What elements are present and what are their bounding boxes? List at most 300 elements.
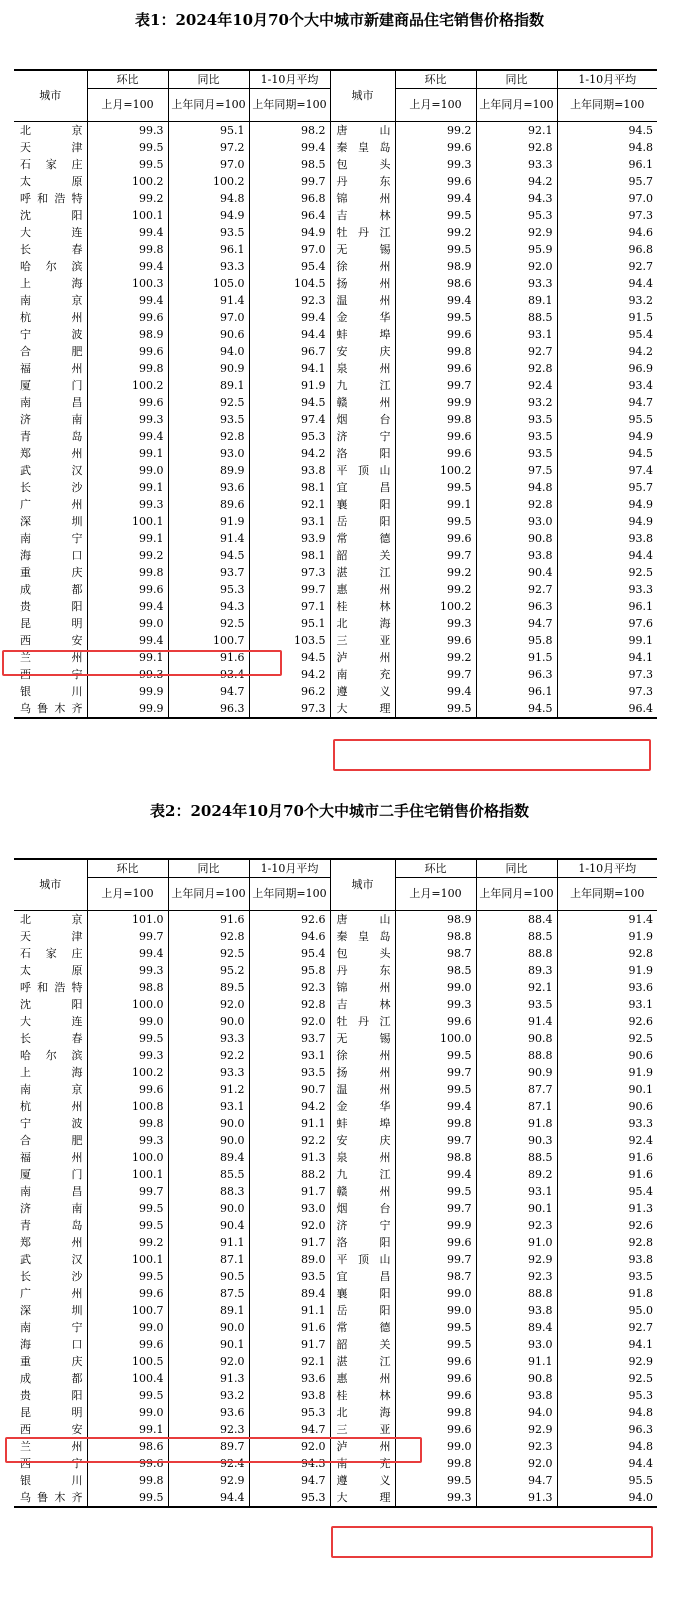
mom-value: 99.5 <box>87 1217 168 1234</box>
yoy-value: 88.5 <box>476 1149 557 1166</box>
mom-value: 100.1 <box>87 513 168 530</box>
city-name: 兰州 <box>14 1438 87 1455</box>
yoy-value: 92.9 <box>168 1472 249 1489</box>
city-name: 泸州 <box>330 1438 395 1455</box>
mom-value: 98.8 <box>395 1149 476 1166</box>
yoy-value: 89.1 <box>476 292 557 309</box>
yoy-value: 90.1 <box>476 1200 557 1217</box>
highlight-box-dali-table1 <box>333 739 651 771</box>
mom-value: 99.3 <box>87 666 168 683</box>
yoy-value: 94.2 <box>476 173 557 190</box>
city-name: 上海 <box>14 1064 87 1081</box>
mom-value: 99.5 <box>395 1047 476 1064</box>
yoy-value: 92.0 <box>168 1353 249 1370</box>
table-row <box>14 326 657 343</box>
ytd-value: 92.9 <box>628 1354 653 1368</box>
city-name: 广州 <box>14 1285 87 1302</box>
ytd-value: 91.1 <box>249 1302 330 1319</box>
yoy-value: 94.3 <box>476 190 557 207</box>
mom-value: 99.4 <box>395 292 476 309</box>
mom-value: 99.3 <box>87 962 168 979</box>
ytd-value: 97.6 <box>628 616 653 630</box>
yoy-value: 92.3 <box>476 1217 557 1234</box>
yoy-value: 91.3 <box>168 1370 249 1387</box>
city-name: 济南 <box>14 411 87 428</box>
yoy-value: 94.9 <box>168 207 249 224</box>
table-row <box>14 1098 657 1115</box>
ytd-value: 95.4 <box>628 327 653 341</box>
mom-value: 99.3 <box>395 996 476 1013</box>
mom-value: 99.8 <box>87 564 168 581</box>
yoy-value: 94.7 <box>168 683 249 700</box>
yoy-value: 92.8 <box>476 139 557 156</box>
ytd-value: 93.1 <box>249 513 330 530</box>
city-name: 石家庄 <box>14 945 87 962</box>
city-name: 北京 <box>14 122 87 140</box>
ytd-value: 94.2 <box>249 445 330 462</box>
ytd-value: 92.0 <box>249 1013 330 1030</box>
ytd-value: 93.1 <box>628 997 653 1011</box>
ytd-value: 94.2 <box>249 666 330 683</box>
city-name: 贵阳 <box>14 1387 87 1404</box>
yoy-value: 90.4 <box>476 564 557 581</box>
city-name: 杭州 <box>14 309 87 326</box>
mom-value: 100.4 <box>87 1370 168 1387</box>
mom-value: 99.5 <box>395 1081 476 1098</box>
mom-value: 99.7 <box>87 928 168 945</box>
table-row <box>14 962 657 979</box>
yoy-value: 93.0 <box>476 513 557 530</box>
ytd-value: 91.9 <box>628 929 653 943</box>
yoy-value: 92.8 <box>168 928 249 945</box>
mom-value: 99.4 <box>395 683 476 700</box>
yoy-value: 90.8 <box>476 1370 557 1387</box>
mom-value: 99.8 <box>87 360 168 377</box>
table-row <box>14 1081 657 1098</box>
yoy-value: 93.5 <box>476 428 557 445</box>
city-name: 三亚 <box>330 632 395 649</box>
yoy-value: 92.3 <box>168 1421 249 1438</box>
mom-value: 99.8 <box>87 241 168 258</box>
table-row <box>14 1370 657 1387</box>
yoy-value: 93.8 <box>476 1302 557 1319</box>
city-name: 深圳 <box>14 513 87 530</box>
mom-value: 99.6 <box>87 309 168 326</box>
city-name: 洛阳 <box>330 445 395 462</box>
city-name: 深圳 <box>14 1302 87 1319</box>
city-name: 济宁 <box>330 1217 395 1234</box>
city-name: 南昌 <box>14 1183 87 1200</box>
table-row <box>14 928 657 945</box>
mom-value: 99.6 <box>395 1370 476 1387</box>
city-name: 包头 <box>330 156 395 173</box>
mom-subheader: 上月=100 <box>87 89 168 122</box>
yoy-value: 92.9 <box>476 1421 557 1438</box>
mom-value: 99.6 <box>87 394 168 411</box>
yoy-value: 90.0 <box>168 1013 249 1030</box>
ytd-value: 92.2 <box>249 1132 330 1149</box>
city-name: 合肥 <box>14 343 87 360</box>
yoy-value: 100.7 <box>168 632 249 649</box>
city-name: 大连 <box>14 224 87 241</box>
mom-value: 99.2 <box>395 581 476 598</box>
ytd-header: 1-10月平均 <box>557 70 657 89</box>
mom-value: 99.6 <box>87 1081 168 1098</box>
table-row <box>14 394 657 411</box>
city-name: 呼和浩特 <box>14 190 87 207</box>
mom-value: 99.8 <box>395 1404 476 1421</box>
table-row <box>14 1285 657 1302</box>
ytd-value: 91.7 <box>249 1234 330 1251</box>
table-row <box>14 360 657 377</box>
table-row <box>14 911 657 929</box>
ytd-value: 96.1 <box>628 599 653 613</box>
city-name: 平顶山 <box>330 462 395 479</box>
mom-value: 98.5 <box>395 962 476 979</box>
mom-subheader: 上月=100 <box>395 89 476 122</box>
yoy-subheader: 上年同月=100 <box>168 89 249 122</box>
table-row <box>14 122 657 140</box>
ytd-value: 93.9 <box>249 530 330 547</box>
ytd-value: 96.4 <box>557 700 657 718</box>
city-name: 呼和浩特 <box>14 979 87 996</box>
mom-value: 99.4 <box>87 428 168 445</box>
mom-value: 99.8 <box>87 1115 168 1132</box>
mom-value: 100.8 <box>87 1098 168 1115</box>
table-row <box>14 649 657 666</box>
mom-value: 99.5 <box>395 1472 476 1489</box>
city-name: 唐山 <box>330 911 395 929</box>
city-name: 大理 <box>330 1489 395 1507</box>
table-row <box>14 1387 657 1404</box>
table-row <box>14 1183 657 1200</box>
table-row <box>14 445 657 462</box>
mom-value: 99.6 <box>395 360 476 377</box>
ytd-value: 94.8 <box>628 1439 653 1453</box>
mom-value: 99.2 <box>395 564 476 581</box>
yoy-value: 93.6 <box>168 1404 249 1421</box>
city-name: 北海 <box>330 1404 395 1421</box>
mom-value: 99.4 <box>87 224 168 241</box>
mom-value: 100.1 <box>87 1251 168 1268</box>
yoy-value: 92.2 <box>168 1047 249 1064</box>
mom-value: 99.8 <box>395 343 476 360</box>
yoy-value: 93.8 <box>476 1387 557 1404</box>
ytd-value: 90.7 <box>249 1081 330 1098</box>
ytd-value: 104.5 <box>249 275 330 292</box>
table-row <box>14 1013 657 1030</box>
yoy-value: 97.0 <box>168 156 249 173</box>
city-name: 太原 <box>14 173 87 190</box>
city-name: 秦皇岛 <box>330 928 395 945</box>
yoy-value: 93.3 <box>476 156 557 173</box>
table-row <box>14 513 657 530</box>
table-row <box>14 241 657 258</box>
city-name: 常德 <box>330 1319 395 1336</box>
city-name: 贵阳 <box>14 598 87 615</box>
table-row <box>14 496 657 513</box>
yoy-value: 100.2 <box>168 173 249 190</box>
ytd-value: 92.6 <box>628 1014 653 1028</box>
yoy-value: 90.8 <box>476 1030 557 1047</box>
yoy-value: 90.8 <box>476 530 557 547</box>
yoy-value: 88.3 <box>168 1183 249 1200</box>
yoy-header: 同比 <box>168 70 249 89</box>
mom-value: 99.4 <box>87 945 168 962</box>
table-row <box>14 996 657 1013</box>
ytd-value: 98.1 <box>249 479 330 496</box>
yoy-value: 91.4 <box>168 292 249 309</box>
highlight-box-dali-table2 <box>331 1526 653 1558</box>
city-name: 温州 <box>330 1081 395 1098</box>
yoy-value: 96.3 <box>168 700 249 718</box>
yoy-value: 91.4 <box>476 1013 557 1030</box>
ytd-value: 89.4 <box>249 1285 330 1302</box>
mom-value: 99.6 <box>87 1285 168 1302</box>
city-name: 杭州 <box>14 1098 87 1115</box>
city-name: 九江 <box>330 377 395 394</box>
mom-value: 99.6 <box>395 428 476 445</box>
yoy-value: 93.3 <box>168 258 249 275</box>
ytd-value: 97.4 <box>249 411 330 428</box>
yoy-value: 90.0 <box>168 1319 249 1336</box>
yoy-value: 92.0 <box>476 1455 557 1472</box>
city-name: 南昌 <box>14 394 87 411</box>
mom-value: 99.7 <box>395 1064 476 1081</box>
yoy-value: 93.0 <box>476 1336 557 1353</box>
ytd-value: 91.3 <box>628 1201 653 1215</box>
yoy-value: 93.5 <box>476 996 557 1013</box>
mom-value: 99.2 <box>87 1234 168 1251</box>
yoy-value: 90.0 <box>168 1132 249 1149</box>
city-name: 厦门 <box>14 1166 87 1183</box>
city-name: 沈阳 <box>14 996 87 1013</box>
ytd-value: 91.6 <box>628 1150 653 1164</box>
ytd-value: 99.7 <box>249 173 330 190</box>
ytd-subheader: 上年同期=100 <box>557 878 657 911</box>
yoy-value: 92.0 <box>476 258 557 275</box>
ytd-header: 1-10月平均 <box>249 70 330 89</box>
ytd-value: 92.4 <box>628 1133 653 1147</box>
mom-value: 100.5 <box>87 1353 168 1370</box>
yoy-value: 92.9 <box>476 224 557 241</box>
yoy-value: 91.6 <box>168 649 249 666</box>
ytd-value: 96.8 <box>249 190 330 207</box>
mom-value: 99.3 <box>87 1047 168 1064</box>
city-name: 丹东 <box>330 173 395 190</box>
ytd-value: 97.1 <box>249 598 330 615</box>
city-name: 温州 <box>330 292 395 309</box>
mom-value: 100.0 <box>87 996 168 1013</box>
ytd-value: 103.5 <box>249 632 330 649</box>
yoy-value: 91.3 <box>476 1489 557 1507</box>
table-row <box>14 1472 657 1489</box>
table-row <box>14 207 657 224</box>
mom-value: 99.5 <box>395 479 476 496</box>
yoy-value: 92.9 <box>476 1251 557 1268</box>
ytd-value: 97.3 <box>249 700 330 718</box>
city-name: 南充 <box>330 666 395 683</box>
mom-value: 99.0 <box>395 1302 476 1319</box>
mom-value: 100.2 <box>87 173 168 190</box>
mom-value: 99.2 <box>395 649 476 666</box>
mom-value: 99.7 <box>395 377 476 394</box>
ytd-value: 94.2 <box>249 1098 330 1115</box>
table-row <box>14 1064 657 1081</box>
ytd-value: 95.3 <box>628 1388 653 1402</box>
city-name: 桂林 <box>330 598 395 615</box>
city-name: 西宁 <box>14 666 87 683</box>
yoy-value: 93.0 <box>168 445 249 462</box>
mom-value: 99.0 <box>87 1319 168 1336</box>
ytd-value: 95.7 <box>628 174 653 188</box>
table-row <box>14 190 657 207</box>
city-name: 襄阳 <box>330 496 395 513</box>
mom-value: 100.3 <box>87 275 168 292</box>
yoy-value: 89.1 <box>168 377 249 394</box>
city-name: 昆明 <box>14 615 87 632</box>
yoy-value: 85.5 <box>168 1166 249 1183</box>
ytd-value: 95.3 <box>249 1489 330 1507</box>
city-name: 北京 <box>14 911 87 929</box>
ytd-value: 99.4 <box>249 309 330 326</box>
table-row <box>14 666 657 683</box>
mom-value: 99.6 <box>395 326 476 343</box>
ytd-value: 94.1 <box>628 650 653 664</box>
yoy-value: 93.3 <box>168 1064 249 1081</box>
yoy-value: 94.8 <box>476 479 557 496</box>
city-name: 吉林 <box>330 996 395 1013</box>
city-name: 福州 <box>14 1149 87 1166</box>
yoy-value: 90.3 <box>476 1132 557 1149</box>
mom-value: 100.2 <box>87 377 168 394</box>
yoy-value: 93.2 <box>168 1387 249 1404</box>
city-name: 上海 <box>14 275 87 292</box>
city-name: 徐州 <box>330 258 395 275</box>
ytd-subheader: 上年同期=100 <box>249 878 330 911</box>
mom-value: 99.7 <box>395 547 476 564</box>
yoy-value: 94.7 <box>476 615 557 632</box>
yoy-value: 92.7 <box>476 581 557 598</box>
table-row <box>14 945 657 962</box>
ytd-value: 94.9 <box>628 497 653 511</box>
mom-value: 99.3 <box>395 615 476 632</box>
yoy-value: 91.0 <box>476 1234 557 1251</box>
mom-value: 100.0 <box>395 1030 476 1047</box>
mom-header: 环比 <box>87 70 168 89</box>
city-name: 重庆 <box>14 564 87 581</box>
ytd-value: 92.3 <box>249 292 330 309</box>
yoy-value: 95.8 <box>476 632 557 649</box>
mom-value: 99.5 <box>87 1268 168 1285</box>
ytd-value: 96.4 <box>249 207 330 224</box>
ytd-value: 92.7 <box>628 259 653 273</box>
mom-value: 99.6 <box>87 1336 168 1353</box>
mom-header: 环比 <box>395 70 476 89</box>
ytd-value: 91.7 <box>249 1336 330 1353</box>
yoy-value: 92.8 <box>168 428 249 445</box>
yoy-value: 97.2 <box>168 139 249 156</box>
mom-value: 99.2 <box>87 190 168 207</box>
mom-value: 99.6 <box>87 1455 168 1472</box>
ytd-value: 94.1 <box>628 1337 653 1351</box>
mom-value: 99.4 <box>87 598 168 615</box>
mom-value: 99.4 <box>87 292 168 309</box>
yoy-value: 92.3 <box>476 1438 557 1455</box>
yoy-value: 87.7 <box>476 1081 557 1098</box>
mom-value: 98.9 <box>395 258 476 275</box>
city-name: 沈阳 <box>14 207 87 224</box>
ytd-value: 94.0 <box>557 1489 657 1507</box>
yoy-value: 89.9 <box>168 462 249 479</box>
city-name: 金华 <box>330 309 395 326</box>
yoy-value: 93.1 <box>168 1098 249 1115</box>
ytd-value: 92.6 <box>628 1218 653 1232</box>
ytd-value: 99.1 <box>628 633 653 647</box>
city-name: 郑州 <box>14 1234 87 1251</box>
ytd-value: 93.3 <box>628 582 653 596</box>
ytd-value: 93.6 <box>628 980 653 994</box>
ytd-subheader: 上年同期=100 <box>249 89 330 122</box>
city-name: 银川 <box>14 1472 87 1489</box>
city-name: 天津 <box>14 928 87 945</box>
city-name: 三亚 <box>330 1421 395 1438</box>
table-row <box>14 224 657 241</box>
yoy-value: 93.4 <box>168 666 249 683</box>
table-row <box>14 530 657 547</box>
mom-value: 99.8 <box>395 1455 476 1472</box>
yoy-subheader: 上年同月=100 <box>476 89 557 122</box>
table-row <box>14 1336 657 1353</box>
city-name: 长春 <box>14 1030 87 1047</box>
yoy-value: 91.8 <box>476 1115 557 1132</box>
yoy-value: 93.5 <box>476 411 557 428</box>
mom-value: 99.5 <box>87 139 168 156</box>
table-row <box>14 1421 657 1438</box>
mom-value: 100.1 <box>87 207 168 224</box>
mom-value: 99.5 <box>395 513 476 530</box>
city-name: 天津 <box>14 139 87 156</box>
city-name: 银川 <box>14 683 87 700</box>
mom-value: 99.9 <box>87 683 168 700</box>
table-row <box>14 275 657 292</box>
city-name: 泸州 <box>330 649 395 666</box>
ytd-value: 94.4 <box>249 326 330 343</box>
table-row <box>14 581 657 598</box>
yoy-value: 92.1 <box>476 979 557 996</box>
mom-value: 99.2 <box>395 224 476 241</box>
yoy-value: 93.5 <box>168 411 249 428</box>
mom-value: 99.5 <box>87 1387 168 1404</box>
ytd-value: 95.3 <box>249 1404 330 1421</box>
yoy-value: 90.9 <box>168 360 249 377</box>
mom-value: 99.8 <box>395 411 476 428</box>
city-name: 泉州 <box>330 1149 395 1166</box>
ytd-value: 92.7 <box>628 1320 653 1334</box>
table-row <box>14 547 657 564</box>
mom-value: 99.7 <box>395 666 476 683</box>
mom-value: 99.0 <box>87 1404 168 1421</box>
table2-second-hand-housing-price-index <box>14 858 657 1508</box>
mom-value: 99.6 <box>395 139 476 156</box>
table-row <box>14 1268 657 1285</box>
ytd-value: 90.6 <box>628 1048 653 1062</box>
mom-value: 99.0 <box>87 462 168 479</box>
city-name: 秦皇岛 <box>330 139 395 156</box>
yoy-value: 93.2 <box>476 394 557 411</box>
mom-value: 99.5 <box>395 1319 476 1336</box>
yoy-value: 90.5 <box>168 1268 249 1285</box>
